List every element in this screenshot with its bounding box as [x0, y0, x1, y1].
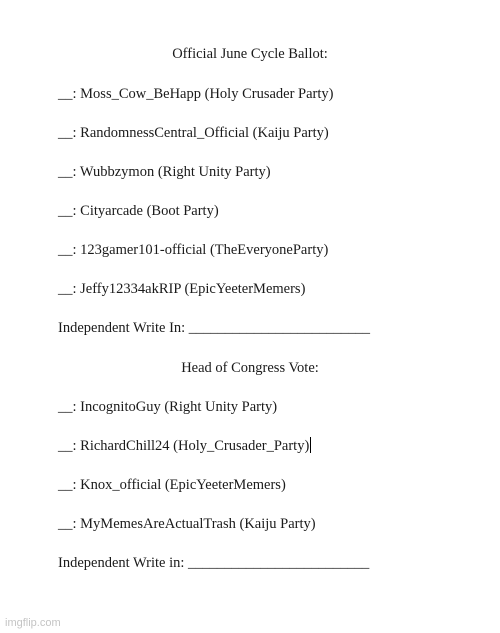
ballot-candidate-4: __: Cityarcade (Boot Party): [58, 203, 219, 219]
ballot-candidate-6: __: Jeffy12334akRIP (EpicYeeterMemers): [58, 281, 306, 297]
congress-candidate-2: [58, 437, 311, 455]
congress-title: Head of Congress Vote:: [181, 360, 319, 376]
ballot-candidate-3: __: Wubbzymon (Right Unity Party): [58, 164, 271, 180]
ballot-title: Official June Cycle Ballot:: [172, 46, 328, 62]
text-cursor: [310, 437, 311, 453]
ballot-candidate-1: __: Moss_Cow_BeHapp (Holy Crusader Party): [58, 86, 334, 102]
congress-write-in: Independent Write in: _________________________: [58, 555, 370, 571]
ballot-candidate-2: __: RandomnessCentral_Official (Kaiju Party): [58, 125, 329, 141]
congress-candidate-3: __: Knox_official (EpicYeeterMemers): [58, 477, 286, 493]
congress-candidate-2-text: __: RichardChill24 (Holy_Crusader_Party): [58, 438, 310, 454]
congress-candidate-4: __: MyMemesAreActualTrash (Kaiju Party): [58, 516, 316, 532]
congress-candidate-1: __: IncognitoGuy (Right Unity Party): [58, 399, 278, 415]
ballot-candidate-5: __: 123gamer101-official (TheEveryoneParty): [58, 242, 329, 258]
ballot-write-in: Independent Write In: _________________________: [58, 320, 371, 336]
imgflip-watermark: imgflip.com: [5, 617, 61, 629]
